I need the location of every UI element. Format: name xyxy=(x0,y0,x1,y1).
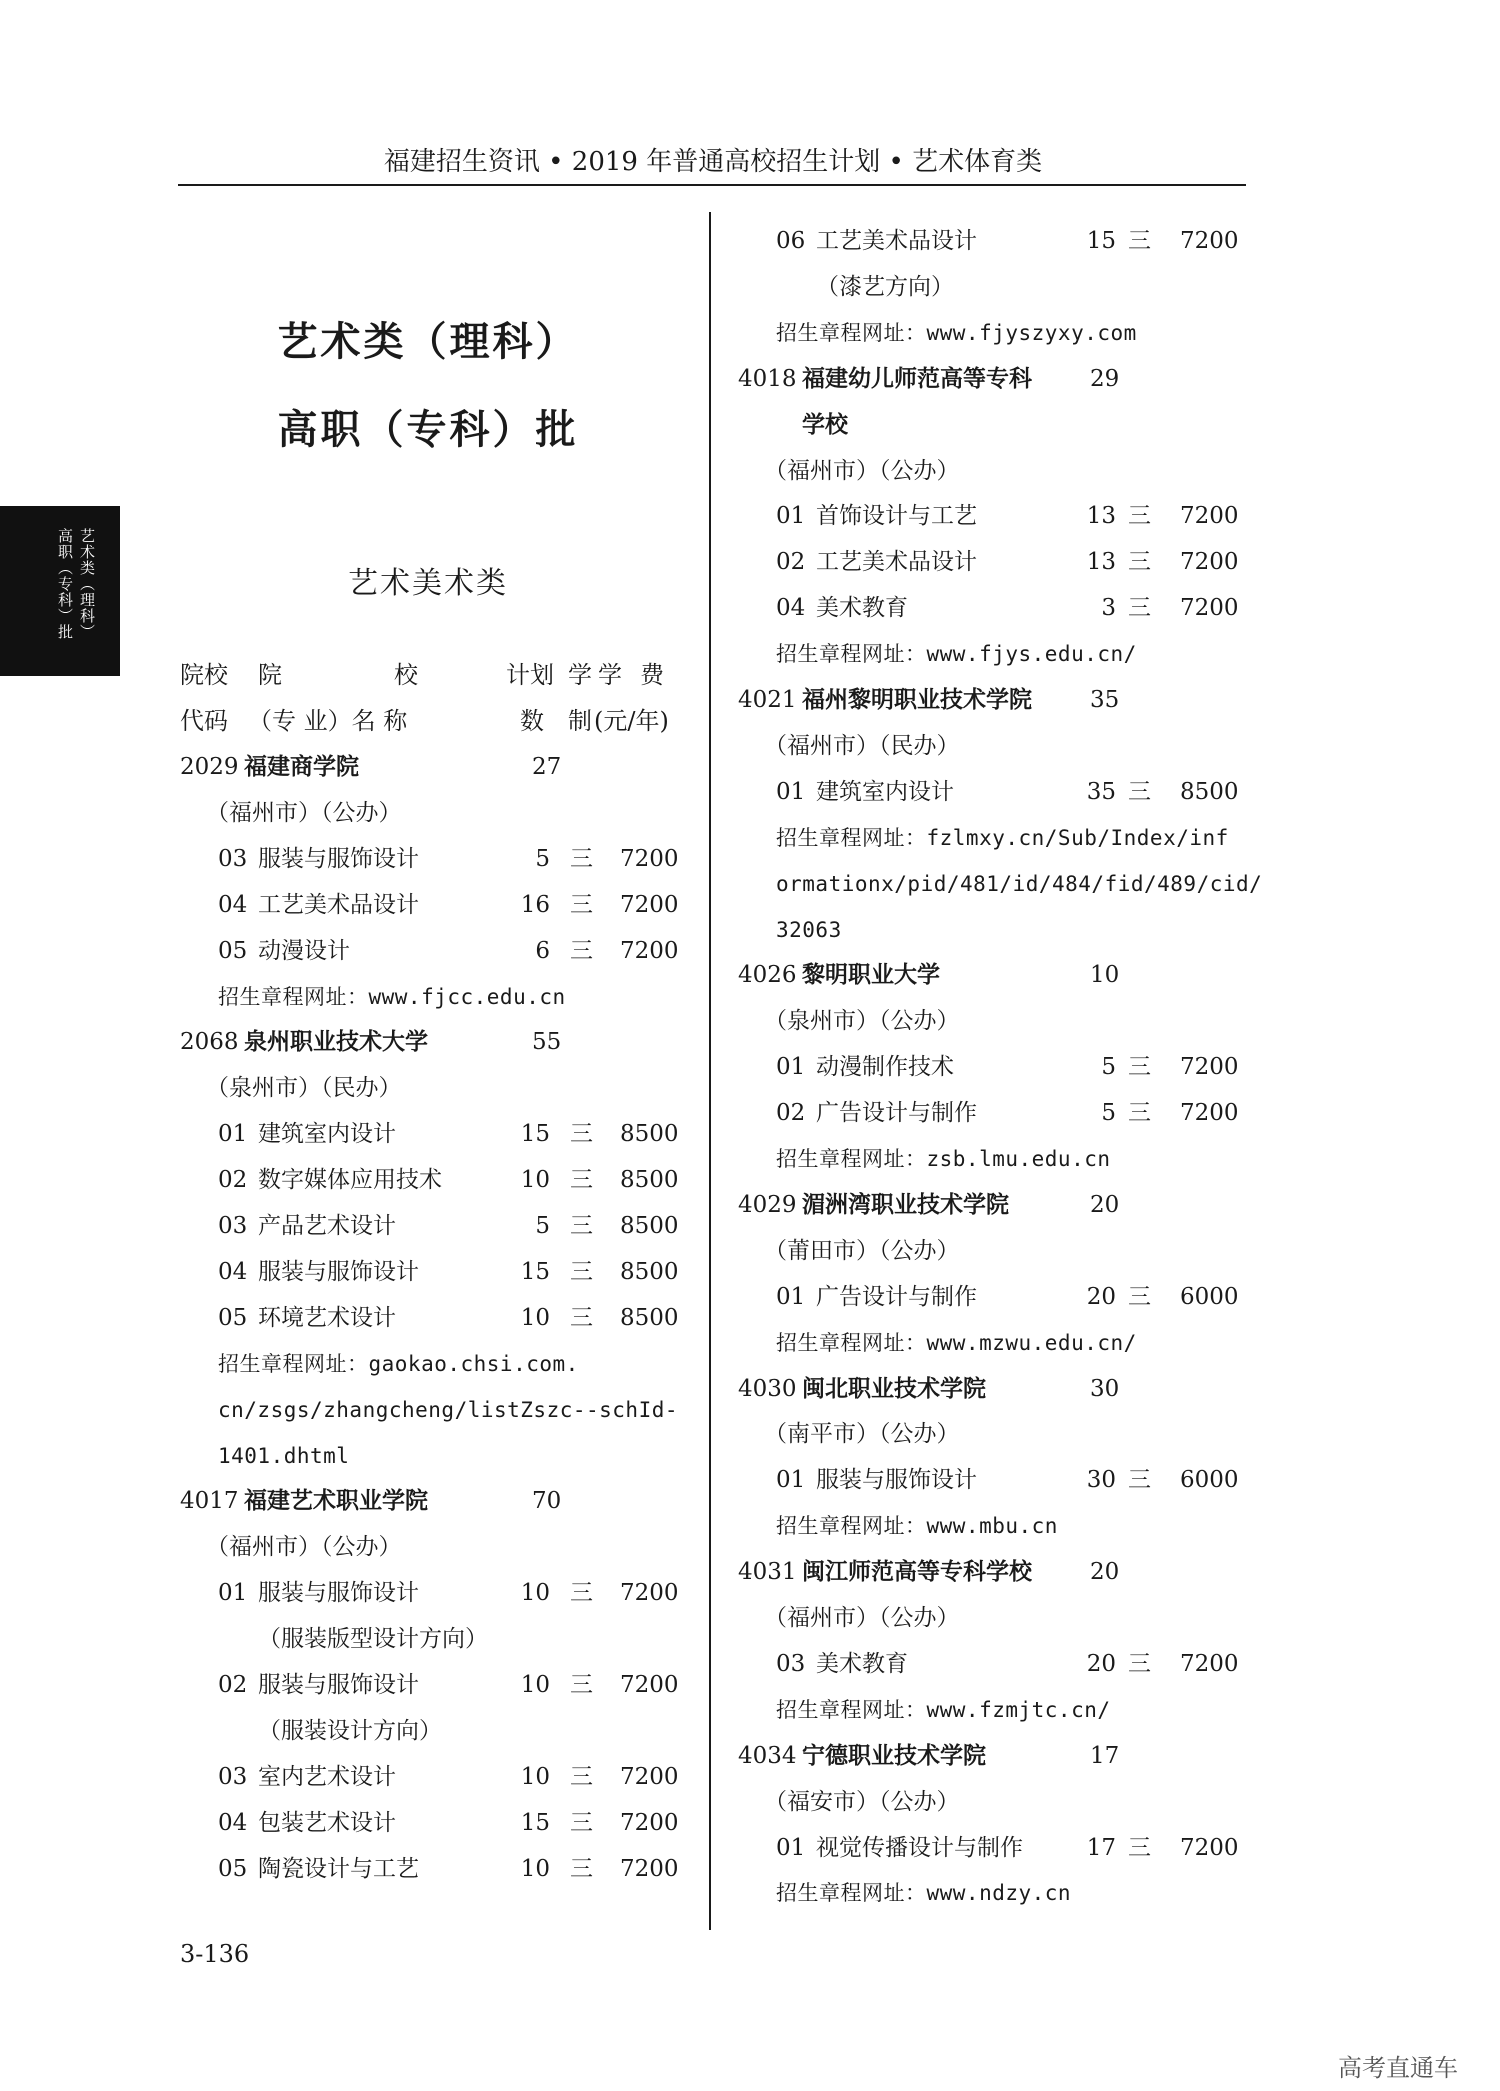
major-fee: 6000 xyxy=(1180,1467,1239,1494)
charter-url-cont: cn/zsgs/zhangcheng/listZszc--schId- xyxy=(218,1397,679,1422)
major-years: 三 xyxy=(570,891,593,918)
major-years: 三 xyxy=(570,1304,593,1331)
major-code: 03 xyxy=(218,1763,248,1790)
major-name: 建筑室内设计 xyxy=(816,778,954,805)
institution-name: 黎明职业大学 xyxy=(802,962,940,989)
major-fee: 7200 xyxy=(620,891,679,918)
page-title-line2: 高职（专科）批 xyxy=(277,407,579,453)
major-name: 首饰设计与工艺 xyxy=(816,503,977,530)
major-fee: 7200 xyxy=(620,937,679,964)
institution-plan: 35 xyxy=(1090,687,1120,713)
list-item xyxy=(738,1411,1298,1457)
institution-name: 宁德职业技术学院 xyxy=(802,1742,986,1769)
list-item xyxy=(738,907,1298,953)
major-note: （服装设计方向） xyxy=(258,1717,442,1744)
institution-code: 2029 xyxy=(180,754,239,780)
major-fee: 8500 xyxy=(620,1304,679,1331)
major-row xyxy=(180,928,740,974)
institution-code: 4026 xyxy=(738,962,797,989)
institution-location: （南平市）（公办） xyxy=(764,1421,960,1448)
major-name: 工艺美术品设计 xyxy=(816,549,977,576)
major-row xyxy=(180,1295,740,1341)
institution-name: 闽江师范高等专科学校 xyxy=(802,1559,1032,1586)
major-plan: 10 xyxy=(520,1763,550,1790)
major-plan: 10 xyxy=(520,1167,550,1194)
charter-url-cont: 32063 xyxy=(776,917,842,942)
institution-location: （福州市）（公办） xyxy=(206,1534,402,1561)
institution-location: （福州市）（公办） xyxy=(764,1605,960,1631)
major-fee: 8500 xyxy=(620,1213,679,1239)
institution-location: （福州市）（民办） xyxy=(764,732,960,759)
major-plan: 5 xyxy=(535,1213,550,1239)
list-item xyxy=(738,998,1298,1044)
charter-url: 招生章程网址：www.fzmjtc.cn/ xyxy=(776,1697,1111,1722)
major-fee: 7200 xyxy=(1180,1650,1239,1677)
major-row xyxy=(180,1111,740,1157)
major-plan: 15 xyxy=(520,1809,550,1836)
major-row xyxy=(180,1203,740,1249)
list-item xyxy=(180,1708,740,1754)
major-name: 服装与服饰设计 xyxy=(816,1467,977,1494)
institution-row xyxy=(180,1019,740,1065)
institution-location: （莆田市）（公办） xyxy=(764,1237,960,1264)
major-code: 04 xyxy=(218,1258,248,1285)
header-name-2: 校 xyxy=(394,661,418,689)
major-plan: 13 xyxy=(1086,549,1116,576)
institution-row xyxy=(738,677,1298,723)
major-fee: 6000 xyxy=(1180,1283,1239,1310)
institution-row xyxy=(738,1366,1298,1412)
major-code: 01 xyxy=(776,1054,806,1081)
major-plan: 10 xyxy=(520,1672,550,1698)
major-name: 室内艺术设计 xyxy=(258,1763,396,1790)
charter-url: 招生章程网址：www.fjyszyxy.com xyxy=(776,320,1137,345)
watermark: 高考直通车 xyxy=(1338,2054,1458,2082)
major-row xyxy=(738,1825,1298,1871)
major-name: 包装艺术设计 xyxy=(258,1809,396,1836)
major-name: 建筑室内设计 xyxy=(258,1121,396,1148)
major-row xyxy=(180,1754,740,1800)
institution-plan: 29 xyxy=(1090,365,1120,392)
major-code: 02 xyxy=(218,1672,248,1698)
list-item xyxy=(180,1524,740,1570)
institution-code: 4021 xyxy=(738,687,797,713)
major-fee: 8500 xyxy=(1180,778,1239,805)
major-fee: 7200 xyxy=(1180,1834,1239,1861)
major-row xyxy=(738,769,1298,815)
major-plan: 30 xyxy=(1086,1467,1116,1494)
major-fee: 7200 xyxy=(1180,1100,1239,1127)
major-code: 03 xyxy=(218,845,248,872)
major-fee: 7200 xyxy=(620,1580,679,1607)
major-row xyxy=(180,1157,740,1203)
header-name-1: 院 xyxy=(258,661,282,689)
major-years: 三 xyxy=(1128,1100,1151,1127)
charter-url: 招生章程网址：gaokao.chsi.com. xyxy=(218,1351,579,1376)
major-name: 美术教育 xyxy=(816,1650,908,1677)
major-fee: 7200 xyxy=(620,845,679,872)
institution-plan: 70 xyxy=(532,1488,562,1515)
major-code: 01 xyxy=(776,778,806,805)
major-name: 数字媒体应用技术 xyxy=(258,1167,442,1194)
header-rule xyxy=(178,184,1246,186)
major-name: 广告设计与制作 xyxy=(816,1283,977,1310)
institution-location: （福州市）（公办） xyxy=(206,799,402,826)
running-header: 福建招生资讯 • 2019 年普通高校招生计划 • 艺术体育类 xyxy=(383,147,1043,177)
charter-url: 招生章程网址：zsb.lmu.edu.cn xyxy=(776,1147,1111,1171)
major-years: 三 xyxy=(570,1121,593,1148)
major-years: 三 xyxy=(570,1763,593,1790)
major-name: 陶瓷设计与工艺 xyxy=(258,1855,419,1882)
major-row xyxy=(738,585,1298,631)
major-plan: 15 xyxy=(520,1258,550,1285)
major-plan: 6 xyxy=(535,937,550,964)
major-name: 服装与服饰设计 xyxy=(258,845,419,872)
institution-code: 4034 xyxy=(738,1742,797,1769)
institution-location: （泉州市）（民办） xyxy=(206,1075,402,1102)
list-item xyxy=(738,1687,1298,1733)
institution-code: 4029 xyxy=(738,1191,797,1218)
major-years: 三 xyxy=(1128,503,1151,530)
major-row xyxy=(180,1570,740,1616)
major-years: 三 xyxy=(570,1258,593,1285)
list-item xyxy=(738,723,1298,769)
list-item xyxy=(738,1503,1298,1549)
major-years: 三 xyxy=(570,1580,593,1607)
major-years: 三 xyxy=(1128,778,1151,805)
major-code: 02 xyxy=(218,1167,248,1194)
charter-url: 招生章程网址：www.fjcc.edu.cn xyxy=(218,984,566,1009)
major-years: 三 xyxy=(1128,1467,1151,1494)
major-name: 服装与服饰设计 xyxy=(258,1258,419,1285)
header-fee: 费 xyxy=(640,661,664,689)
list-item xyxy=(738,1779,1298,1825)
charter-url-cont: ormationx/pid/481/id/484/fid/489/cid/ xyxy=(776,871,1263,896)
institution-code: 4017 xyxy=(180,1488,239,1515)
institution-plan: 10 xyxy=(1090,962,1120,989)
charter-url: 招生章程网址：www.mzwu.edu.cn/ xyxy=(776,1330,1137,1355)
major-years: 三 xyxy=(570,1809,593,1836)
institution-plan: 30 xyxy=(1090,1375,1120,1402)
major-plan: 35 xyxy=(1086,778,1116,805)
institution-location: （泉州市）（公办） xyxy=(764,1008,960,1035)
major-fee: 7200 xyxy=(620,1672,679,1698)
institution-row xyxy=(180,1478,740,1524)
major-fee: 7200 xyxy=(1180,549,1239,576)
major-years: 三 xyxy=(1128,228,1151,254)
major-code: 03 xyxy=(218,1213,248,1239)
institution-row xyxy=(738,1549,1298,1595)
major-code: 04 xyxy=(218,891,248,918)
institution-code: 4031 xyxy=(738,1559,797,1586)
list-item xyxy=(738,448,1298,494)
institution-name: 湄洲湾职业技术学院 xyxy=(802,1191,1009,1218)
major-plan: 10 xyxy=(520,1304,550,1331)
side-tab-line2: 高职（专科）批 xyxy=(56,528,74,640)
list-item xyxy=(180,1341,740,1387)
institution-row xyxy=(180,744,740,790)
institution-name: 福建幼儿师范高等专科 xyxy=(802,365,1032,392)
institution-name-cont: 学校 xyxy=(802,411,848,438)
major-years: 三 xyxy=(570,1672,593,1698)
major-years: 三 xyxy=(1128,595,1151,622)
institution-row xyxy=(738,1733,1298,1779)
institution-location: （福安市）（公办） xyxy=(764,1788,960,1815)
section-title: 艺术美术类 xyxy=(348,566,508,601)
list-item xyxy=(738,1870,1298,1916)
major-plan: 10 xyxy=(520,1580,550,1607)
major-name: 广告设计与制作 xyxy=(816,1100,977,1127)
major-code: 01 xyxy=(776,1834,806,1861)
institution-location: （福州市）（公办） xyxy=(764,457,960,484)
institution-name: 福建艺术职业学院 xyxy=(244,1488,428,1515)
institution-code: 2068 xyxy=(180,1029,239,1056)
major-row xyxy=(180,1249,740,1295)
list-item xyxy=(180,1433,740,1479)
major-code: 02 xyxy=(776,1100,806,1127)
header-fee-unit: (元/年) xyxy=(594,707,669,735)
major-plan: 10 xyxy=(520,1855,550,1882)
list-item xyxy=(180,1616,740,1662)
institution-plan: 27 xyxy=(532,754,562,780)
major-fee: 8500 xyxy=(620,1167,679,1194)
header-years-2: 学 xyxy=(598,661,622,689)
list-item xyxy=(738,310,1298,356)
header-name-desc: （专 业）名 称 xyxy=(248,707,408,735)
header-years-desc: 制 xyxy=(568,707,592,735)
major-code: 03 xyxy=(776,1650,806,1677)
header-plan: 计划 xyxy=(506,661,554,689)
major-row xyxy=(738,1090,1298,1136)
major-row xyxy=(180,1800,740,1846)
list-item xyxy=(738,631,1298,677)
major-fee: 7200 xyxy=(1180,228,1239,254)
major-name: 美术教育 xyxy=(816,595,908,622)
list-item xyxy=(180,790,740,836)
major-row xyxy=(180,1846,740,1892)
list-item xyxy=(180,974,740,1020)
major-row xyxy=(738,1457,1298,1503)
major-row xyxy=(180,1662,740,1708)
institution-plan: 20 xyxy=(1090,1191,1120,1218)
list-item xyxy=(738,402,1298,448)
list-item xyxy=(180,1065,740,1111)
major-code: 06 xyxy=(776,228,806,254)
major-row xyxy=(738,1274,1298,1320)
major-name: 产品艺术设计 xyxy=(258,1213,396,1239)
charter-url: 招生章程网址：www.mbu.cn xyxy=(776,1514,1058,1539)
major-years: 三 xyxy=(1128,1283,1151,1310)
major-code: 04 xyxy=(218,1809,248,1836)
institution-row xyxy=(738,1182,1298,1228)
major-code: 04 xyxy=(776,595,806,622)
major-name: 动漫制作技术 xyxy=(816,1054,954,1081)
header-years-1: 学 xyxy=(568,661,592,689)
major-plan: 13 xyxy=(1086,503,1116,530)
major-name: 视觉传播设计与制作 xyxy=(816,1834,1023,1861)
major-row xyxy=(738,539,1298,585)
major-fee: 7200 xyxy=(1180,595,1239,622)
institution-row xyxy=(738,356,1298,402)
major-plan: 15 xyxy=(520,1121,550,1148)
header-code: 院校 xyxy=(180,661,228,689)
major-row xyxy=(738,1044,1298,1090)
major-code: 01 xyxy=(776,1467,806,1494)
header-plan-2: 数 xyxy=(520,707,544,735)
major-fee: 7200 xyxy=(1180,503,1239,530)
major-plan: 5 xyxy=(1101,1054,1116,1081)
list-item xyxy=(180,1387,740,1433)
major-code: 01 xyxy=(776,503,806,530)
institution-plan: 55 xyxy=(532,1029,562,1056)
list-item xyxy=(738,861,1298,907)
major-years: 三 xyxy=(570,1855,593,1882)
major-code: 05 xyxy=(218,1855,248,1882)
charter-url-cont: 1401.dhtml xyxy=(218,1443,350,1468)
charter-url: 招生章程网址：www.ndzy.cn xyxy=(776,1881,1072,1906)
table-header-row1 xyxy=(180,652,680,698)
major-years: 三 xyxy=(570,845,593,872)
major-note: （漆艺方向） xyxy=(816,273,954,300)
major-code: 05 xyxy=(218,1304,248,1331)
major-row xyxy=(738,1641,1298,1687)
institution-name: 福建商学院 xyxy=(244,754,359,780)
major-years: 三 xyxy=(1128,1650,1151,1677)
institution-name: 闽北职业技术学院 xyxy=(802,1375,986,1402)
institution-code: 4018 xyxy=(738,365,797,392)
major-name: 动漫设计 xyxy=(258,937,350,964)
major-plan: 20 xyxy=(1086,1283,1116,1310)
major-note: （服装版型设计方向） xyxy=(258,1626,488,1653)
major-name: 工艺美术品设计 xyxy=(816,228,977,254)
charter-url: 招生章程网址：fzlmxy.cn/Sub/Index/inf xyxy=(776,825,1229,850)
charter-url: 招生章程网址：www.fjys.edu.cn/ xyxy=(776,642,1137,667)
major-years: 三 xyxy=(570,1213,593,1239)
major-code: 01 xyxy=(218,1580,248,1607)
major-name: 服装与服饰设计 xyxy=(258,1672,419,1698)
list-item xyxy=(738,815,1298,861)
major-years: 三 xyxy=(570,937,593,964)
major-fee: 7200 xyxy=(1180,1054,1239,1081)
institution-plan: 20 xyxy=(1090,1559,1120,1586)
major-code: 05 xyxy=(218,937,248,964)
major-row xyxy=(180,882,740,928)
page-number: 3-136 xyxy=(180,1940,250,1968)
major-row xyxy=(738,493,1298,539)
major-plan: 5 xyxy=(1101,1100,1116,1127)
side-tab-line1: 艺术类（理科） xyxy=(78,528,96,640)
major-plan: 5 xyxy=(535,845,550,872)
page-title-line1: 艺术类（理科） xyxy=(277,319,579,365)
major-name: 服装与服饰设计 xyxy=(258,1580,419,1607)
major-years: 三 xyxy=(1128,1054,1151,1081)
major-years: 三 xyxy=(1128,1834,1151,1861)
major-name: 环境艺术设计 xyxy=(258,1304,396,1331)
major-years: 三 xyxy=(570,1167,593,1194)
major-fee: 7200 xyxy=(620,1855,679,1882)
major-row xyxy=(180,836,740,882)
major-row xyxy=(738,218,1298,264)
major-fee: 8500 xyxy=(620,1121,679,1148)
major-plan: 15 xyxy=(1086,228,1116,254)
list-item xyxy=(738,1595,1298,1641)
major-name: 工艺美术品设计 xyxy=(258,891,419,918)
list-item xyxy=(738,1136,1298,1182)
major-plan: 3 xyxy=(1101,595,1116,622)
list-item xyxy=(738,1228,1298,1274)
major-code: 01 xyxy=(776,1283,806,1310)
institution-plan: 17 xyxy=(1090,1742,1120,1769)
list-item xyxy=(738,1320,1298,1366)
header-code-2: 代码 xyxy=(180,707,228,735)
major-code: 02 xyxy=(776,549,806,576)
major-plan: 20 xyxy=(1086,1650,1116,1677)
table-header-row2 xyxy=(180,698,680,744)
institution-name: 福州黎明职业技术学院 xyxy=(802,687,1032,713)
institution-name: 泉州职业技术大学 xyxy=(244,1029,428,1056)
major-code: 01 xyxy=(218,1121,248,1148)
institution-row xyxy=(738,952,1298,998)
side-tab xyxy=(0,506,120,676)
major-fee: 7200 xyxy=(620,1763,679,1790)
major-plan: 17 xyxy=(1086,1834,1116,1861)
major-fee: 8500 xyxy=(620,1258,679,1285)
major-plan: 16 xyxy=(520,891,550,918)
institution-code: 4030 xyxy=(738,1375,797,1402)
major-years: 三 xyxy=(1128,549,1151,576)
list-item xyxy=(738,264,1298,310)
major-fee: 7200 xyxy=(620,1809,679,1836)
